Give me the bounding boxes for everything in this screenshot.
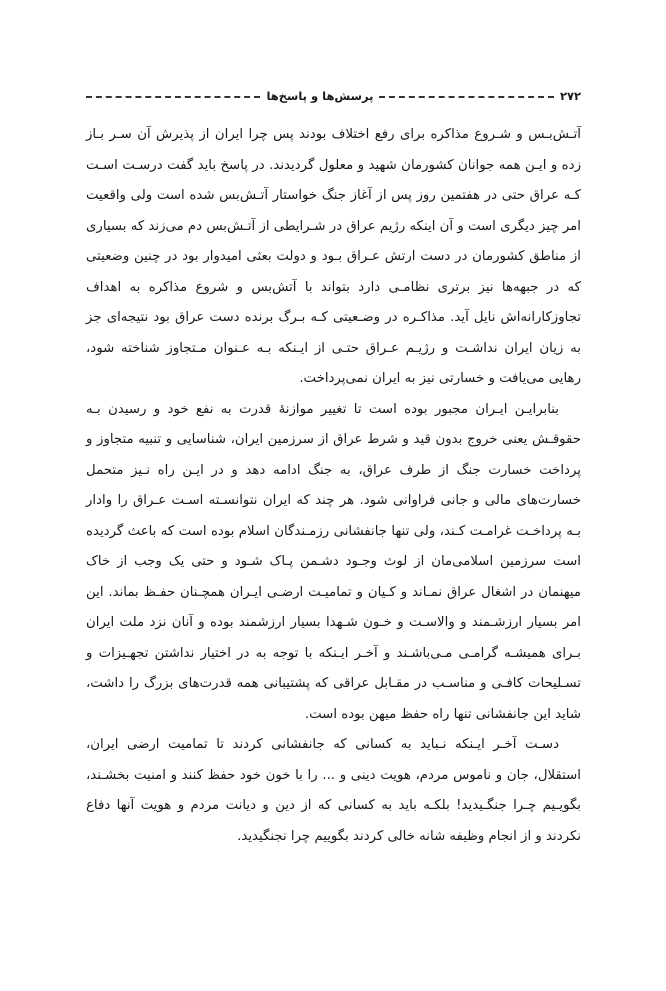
header-dashed-rule (379, 96, 553, 98)
page-number: ۲۷۲ (559, 89, 581, 103)
paragraph: آتـش‌بـس و شـروع مذاکره برای رفع اختلاف بودند پس چرا ایران از پذیرش آن سـر بـاز زده و ایـن همه جوانان کشورمان شهید و معلول گردیدند. در پاسخ باید گفت درسـت اسـت کـه عراق حتی در هفتمین روز پس از آغاز جنگ خواستار آتـش‌بس شده است ولی واقعیت امر چیز دیگری است و آن اینکه رژیم عراق در شـرایطی از آتـش‌بس دم می‌زند که بسیاری از مناطق کشورمان در دست ارتش عـراق بـود و دولت بعثی امیدوار بود در چنین وضعیتی که در جبهه‌ها نیز برتری نظامـی دارد بتواند با آتش‌بس و شروع مذاکره به اهداف تجاوزکارانه‌اش نایل آید. مذاکـره در وضـعیتی کـه بـرگ برنده دست عراق بود نتیجه‌ای جز به زیان ایران نداشـت و رژیـم عـراق حتـی از ایـنکه بـه عـنوان مـتجاوز شناخته شود، رهایی می‌یافت و خسارتی نیز به ایران نمی‌پرداخت. (86, 127, 581, 386)
paragraph: بنابرایـن ایـران مجبور بوده است تا تغییر موازنهٔ قدرت به نفع خود و رسیدن بـه حقوقـش یعنی خروج بدون قید و شرط عراق از سرزمین ایران، شناسایی و تنبیه متجاوز و پرداخت خسارت جنگ از طرف عراق، به جنگ ادامه دهد و در ایـن راه نـیز متحمل خسارت‌های مالی و جانی فراوانی شود. هر چند که ایران نتوانسـته اسـت عـراق را وادار بـه پرداخـت غرامـت کـند، ولی تنها جانفشانی رزمـندگان اسلام بوده است که باعث گردیده است سرزمین اسلامی‌مان از لوث وجـود دشـمن پـاک شـود و حتی یک وجب از خاک میهنمان در اشغال عراق نمـاند و کـیان و تمامیـت ارضـی ایـران همچـنان حفـظ بماند. این امر بسیار ارزشـمند و والاسـت و خـون شـهدا بسیار ارزشمند بوده و آنان نزد ملت ایران بـرای همیشـه گرامـی مـی‌باشـند و آخـر ایـنکه با توجه به در اختیار نداشتن تجهـیزات و تسـلیحات کافـی و مناسـب در مقـابل عراقی که پشتیبانی همه قدرت‌های بزرگ را داشت، شاید این جانفشانی تنها راه حفظ میهن بوده است. (86, 401, 581, 722)
running-header (86, 86, 581, 106)
header-dashed-rule (86, 96, 260, 98)
paragraph: دسـت آخـر ایـنکه نـباید به کسانی که جانفشانی کردند تا تمامیت ارضی ایران، استقلال، جان و ناموس مردم، هویت دینی و ... را با خون خود حفظ کنند و امنیت بخشـند، بگویـیم چـرا جنگـیدید! بلکـه باید به کسانی که از دین و دیانت مردم و هویت آنها دفاع نکردند و از انجام وظیفه شانه خالی کردند بگوییم چرا نجنگیدید. (86, 737, 581, 844)
running-title: پرسش‌ها و پاسخ‌ها (266, 89, 374, 103)
body-text (86, 120, 581, 852)
